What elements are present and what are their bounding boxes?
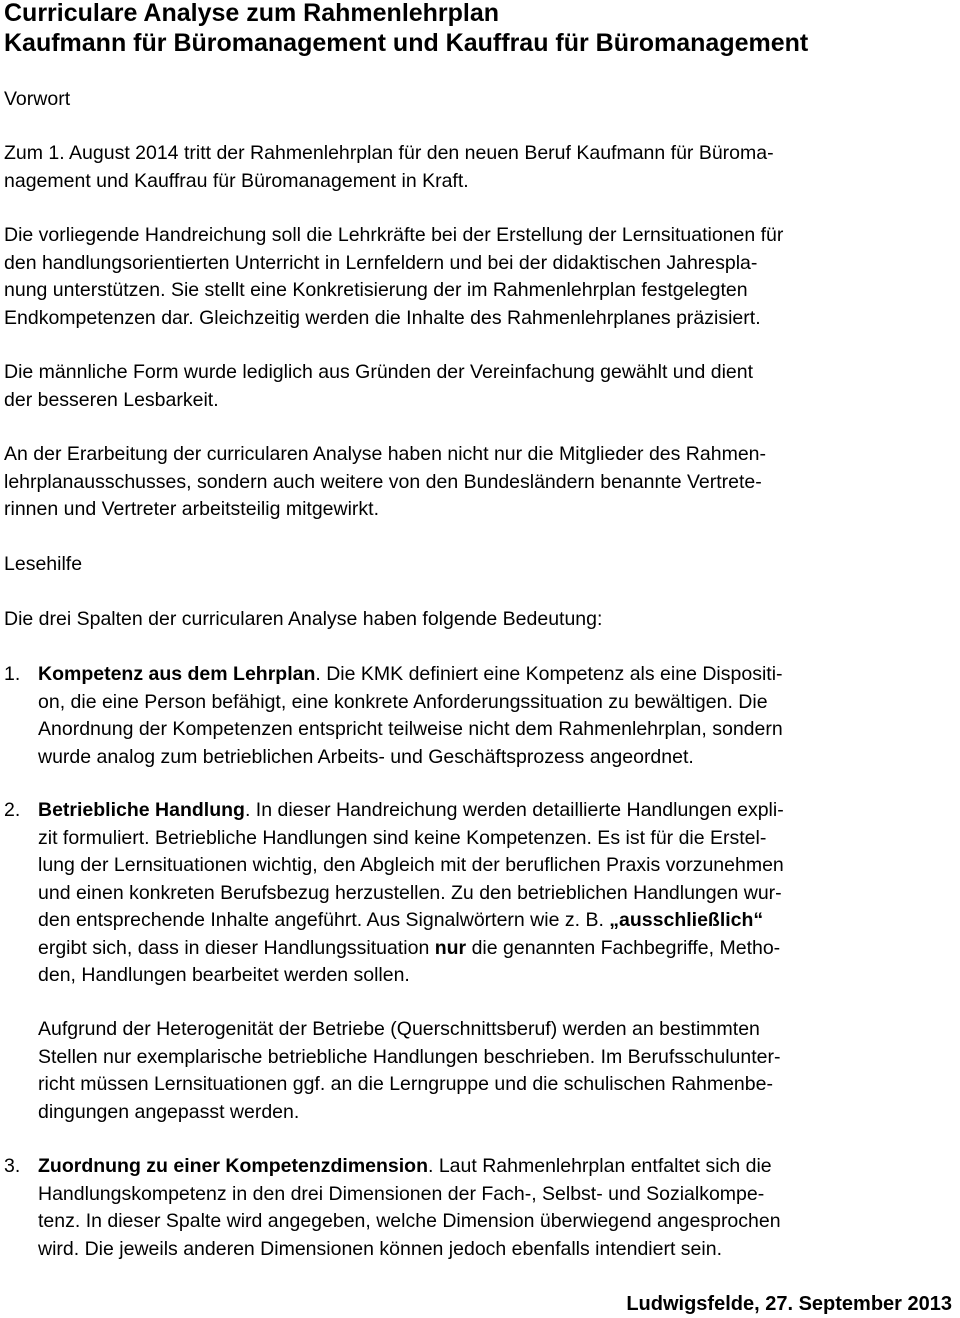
item-text: . Laut Rahmenlehrplan entfaltet sich die xyxy=(428,1155,772,1177)
text-line: An der Erarbeitung der curricularen Analyse haben nicht nur die Mitglieder des Rahmen- xyxy=(4,443,767,465)
paragraph-start-date xyxy=(4,140,952,195)
text-line: Die vorliegende Handreichung soll die Lehrkräfte bei der Erstellung der Lernsituationen für xyxy=(4,224,784,246)
text-line: tenz. In dieser Spalte wird angegeben, welche Dimension überwiegend angesprochen xyxy=(38,1210,781,1232)
text-line xyxy=(38,907,952,935)
item-text: den entsprechende Inhalte angeführt. Aus Signalwörtern wie z. B. xyxy=(38,909,610,931)
place-date-signature: Ludwigsfelde, 27. September 2013 xyxy=(626,1293,952,1315)
text-line: richt müssen Lernsituationen ggf. an die Lerngruppe und die schulischen Rahmenbe- xyxy=(38,1073,773,1095)
text-line: Anordnung der Kompetenzen entspricht teilweise nicht dem Rahmenlehrplan, sondern xyxy=(38,718,783,740)
text-line: rinnen und Vertreter arbeitsteilig mitgewirkt. xyxy=(4,498,380,520)
text-line: dingungen angepasst werden. xyxy=(38,1100,300,1123)
list-number: 1. xyxy=(4,663,21,685)
item-text: . In dieser Handreichung werden detaillierte Handlungen expli- xyxy=(244,799,784,821)
text-line: der besseren Lesbarkeit. xyxy=(4,388,219,411)
columns-intro: Die drei Spalten der curricularen Analyse haben folgende Bedeutung: xyxy=(4,608,603,630)
text-line xyxy=(38,935,952,963)
text-line xyxy=(38,1153,952,1181)
list-number: 3. xyxy=(4,1155,21,1177)
item-text: die genannten Fachbegriffe, Metho- xyxy=(466,936,781,959)
list-body xyxy=(38,661,952,771)
text-line: lehrplanausschusses, sondern auch weitere von den Bundesländern benannte Vertrete- xyxy=(4,470,762,493)
emphasis-word: nur xyxy=(434,936,467,959)
title-line-2: Kaufmann für Büromanagement und Kauffrau für Büromanagement xyxy=(4,29,809,57)
paragraph-purpose xyxy=(4,222,952,332)
text-line: den, Handlungen bearbeitet werden sollen. xyxy=(38,964,410,986)
list-number: 2. xyxy=(4,799,21,821)
lesehilfe-heading: Lesehilfe xyxy=(4,553,83,575)
paragraph-gender-note xyxy=(4,359,952,414)
item-text: . Die KMK definiert eine Kompetenz als eine Dispositi- xyxy=(315,663,783,685)
text-line: nung unterstützen. Sie stellt eine Konkretisierung der im Rahmenlehrplan festgelegten xyxy=(4,279,748,301)
text-line: Handlungskompetenz in den drei Dimensionen der Fach-, Selbst- und Sozialkompe- xyxy=(38,1182,765,1205)
vorwort-heading: Vorwort xyxy=(4,88,71,110)
text-line: on, die eine Person befähigt, eine konkrete Anforderungssituation zu bewältigen. Die xyxy=(38,690,768,713)
text-line: zit formuliert. Betriebliche Handlungen sind keine Kompetenzen. Es ist für die Erstel- xyxy=(38,826,767,849)
text-line: Die männliche Form wurde lediglich aus Gründen der Vereinfachung gewählt und dient xyxy=(4,361,754,383)
item-heading: Kompetenz aus dem Lehrplan xyxy=(38,663,316,685)
text-line: und einen konkreten Berufsbezug herzustellen. Zu den betrieblichen Handlungen wur- xyxy=(38,881,782,904)
text-line: den handlungsorientierten Unterricht in Lernfeldern und bei der didaktischen Jahrespla- xyxy=(4,251,758,274)
document-page xyxy=(4,0,952,1318)
signal-word: „ausschließlich“ xyxy=(609,909,764,931)
document-title xyxy=(4,0,952,58)
text-line: Aufgrund der Heterogenität der Betriebe (Querschnittsberuf) werden an bestimmten xyxy=(38,1018,760,1040)
text-line: wird. Die jeweils anderen Dimensionen können jedoch ebenfalls intendiert sein. xyxy=(38,1237,722,1260)
paragraph-contributors xyxy=(4,441,952,524)
item-text: ergibt sich, dass in dieser Handlungssituation xyxy=(38,936,435,959)
text-line: Zum 1. August 2014 tritt der Rahmenlehrplan für den neuen Beruf Kaufmann für Büroma- xyxy=(4,142,774,164)
list-body xyxy=(38,797,952,990)
text-line: nagement und Kauffrau für Büromanagement in Kraft. xyxy=(4,169,469,192)
list-body xyxy=(38,1153,952,1263)
text-line: wurde analog zum betrieblichen Arbeits- und Geschäftsprozess angeordnet. xyxy=(38,745,694,768)
paragraph-heterogeneity xyxy=(38,1016,952,1126)
text-line xyxy=(38,661,952,689)
text-line: Endkompetenzen dar. Gleichzeitig werden die Inhalte des Rahmenlehrplanes präzisiert. xyxy=(4,306,761,329)
item-heading: Betriebliche Handlung xyxy=(38,799,245,821)
text-line: Stellen nur exemplarische betriebliche Handlungen beschrieben. Im Berufsschulunter- xyxy=(38,1045,781,1068)
text-line: lung der Lernsituationen wichtig, den Abgleich mit der beruflichen Praxis vorzunehmen xyxy=(38,854,784,876)
title-line-1: Curriculare Analyse zum Rahmenlehrplan xyxy=(4,0,500,27)
item-heading: Zuordnung zu einer Kompetenzdimension xyxy=(38,1155,428,1177)
text-line xyxy=(38,797,952,825)
